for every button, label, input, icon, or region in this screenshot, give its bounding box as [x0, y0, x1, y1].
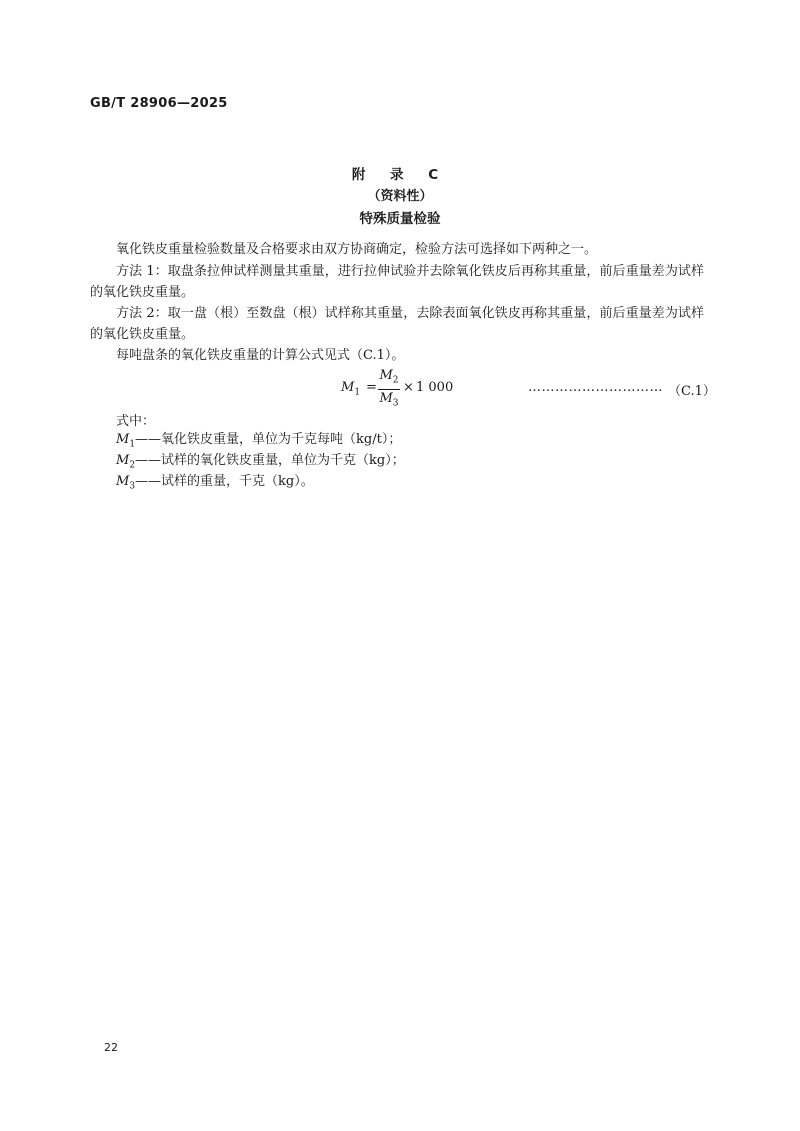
- variable-description: ——氧化铁皮重量，单位为千克每吨（kg/t）；: [135, 432, 402, 447]
- annex-heading: 特殊质量检验: [359, 211, 441, 227]
- paragraph-formula-intro: 每吨盘条的氧化铁皮重量的计算公式见式（C.1）。: [116, 348, 405, 363]
- variable-symbol: $M_2$: [116, 453, 136, 471]
- formula-leader-dots: …………………………: [528, 380, 663, 395]
- variable-description: ——试样的重量，千克（kg）。: [135, 474, 314, 489]
- formula-numerator: $M_2$: [378, 368, 400, 390]
- standard-code: GB/T 28906—2025: [90, 96, 228, 111]
- paragraph-requirements: 氧化铁皮重量检验数量及合格要求由双方协商确定，检验方法可选择如下两种之一。: [116, 242, 598, 257]
- paragraph-method-1: 方法 1：取盘条拉伸试样测量其重量，进行拉伸试验并去除氧化铁皮后再称其重量，前后重量差为试样的氧化铁皮重量。: [90, 264, 704, 300]
- variable-definition: [116, 471, 314, 498]
- formula-equals: =: [366, 380, 377, 395]
- formula-constant: 1 000: [416, 380, 454, 395]
- formula-times: ×: [403, 380, 414, 395]
- where-label: 式中：: [116, 414, 156, 429]
- annex-nature: （资料性）: [367, 189, 433, 204]
- variable-description: ——试样的氧化铁皮重量，单位为千克（kg）；: [135, 453, 405, 468]
- formula-fraction: [378, 368, 400, 412]
- formula-number: （C.1）: [668, 384, 716, 399]
- variable-symbol: $M_3$: [116, 474, 136, 492]
- paragraph-method-2: 方法 2：取一盘（根）至数盘（根）试样称其重量，去除表面氧化铁皮再称其重量，前后重量差为试样的氧化铁皮重量。: [90, 306, 704, 342]
- formula-lhs: $M_1$: [341, 380, 361, 398]
- formula-c1: [0, 368, 800, 408]
- annex-title: 附 录 C: [351, 167, 449, 183]
- formula-denominator: $M_3$: [379, 390, 399, 409]
- page-number: 22: [104, 1041, 118, 1054]
- variable-symbol: $M_1$: [116, 432, 136, 450]
